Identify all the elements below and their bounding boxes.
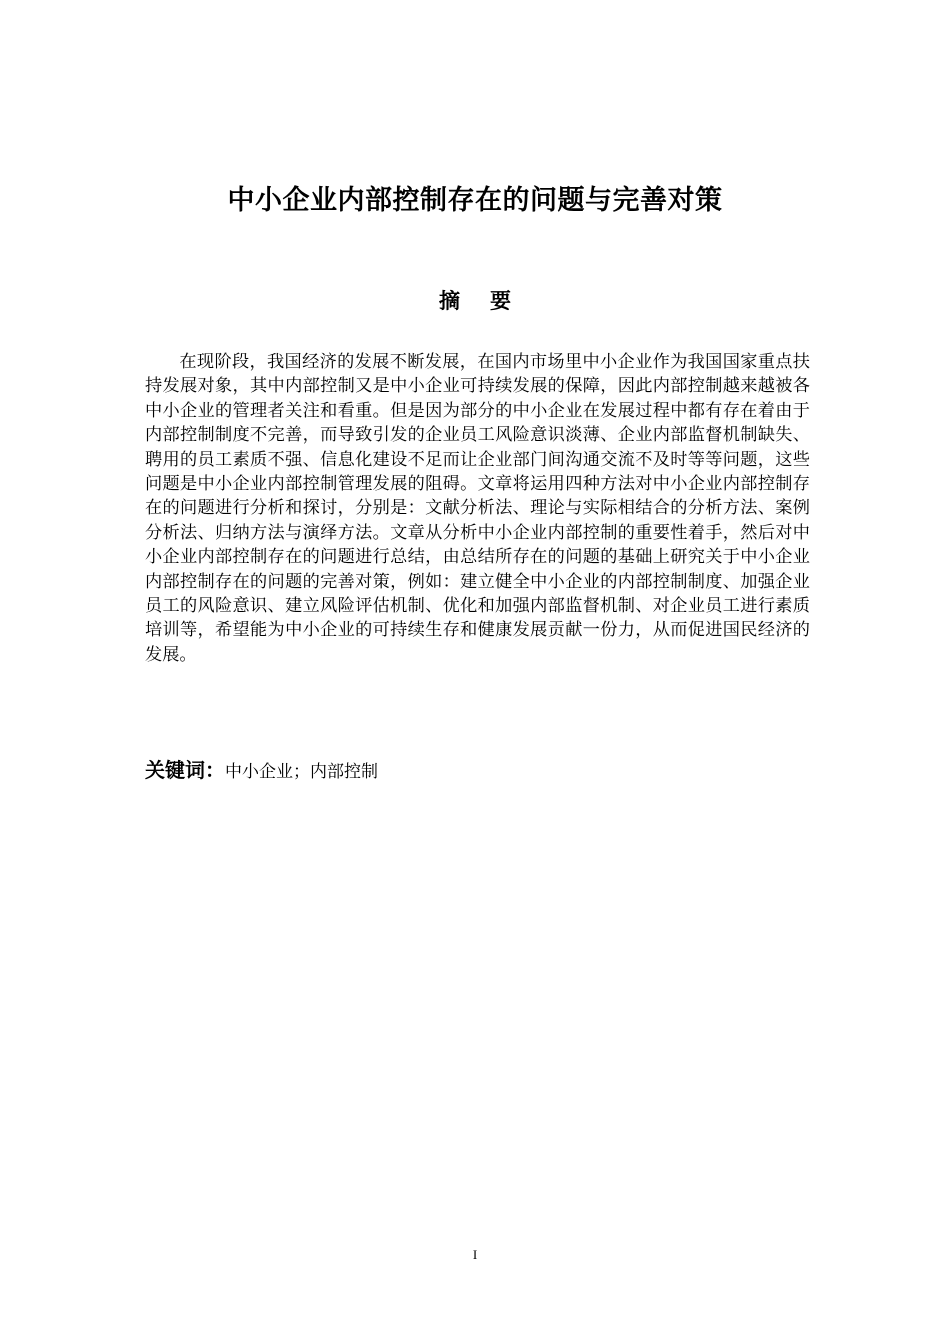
abstract-body: 在现阶段，我国经济的发展不断发展，在国内市场里中小企业作为我国国家重点扶持发展对象，其中内部控制又是中小企业可持续发展的保障，因此内部控制越来越被各中小企业的管理者关注和看重。但是因为部分的中小企业在发展过程中都有存在着由于内部控制制度不完善，而导致引发的企业员工风险意识淡薄、企业内部监督机制缺失、聘用的员工素质不强、信息化建设不足而让企业部门间沟通交流不及时等等问题，这些问题是中小企业内部控制管理发展的阻碍。文章将运用四种方法对中小企业内部控制存在的问题进行分析和探讨，分别是：文献分析法、理论与实际相结合的分析方法、案例分析法、归纳方法与演绎方法。文章从分析中小企业内部控制的重要性着手，然后对中小企业内部控制存在的问题进行总结，由总结所存在的问题的基础上研究关于中小企业内部控制存在的问题的完善对策，例如：建立健全中小企业的内部控制制度、加强企业员工的风险意识、建立风险评估机制、优化和加强内部监督机制、对企业员工进行素质培训等，希望能为中小企业的可持续生存和健康发展贡献一份力，从而促进国民经济的发展。 — [145, 352, 810, 665]
keywords-label: 关键词： — [145, 758, 225, 782]
keywords-value: 中小企业；内部控制 — [225, 762, 378, 782]
paper-title: 中小企业内部控制存在的问题与完善对策 — [227, 185, 723, 216]
abstract-heading — [0, 286, 950, 316]
abstract-heading-left: 摘 — [439, 289, 460, 313]
abstract-heading-right: 要 — [490, 289, 511, 313]
keywords-line — [145, 756, 810, 786]
page-number: I — [472, 1247, 478, 1262]
